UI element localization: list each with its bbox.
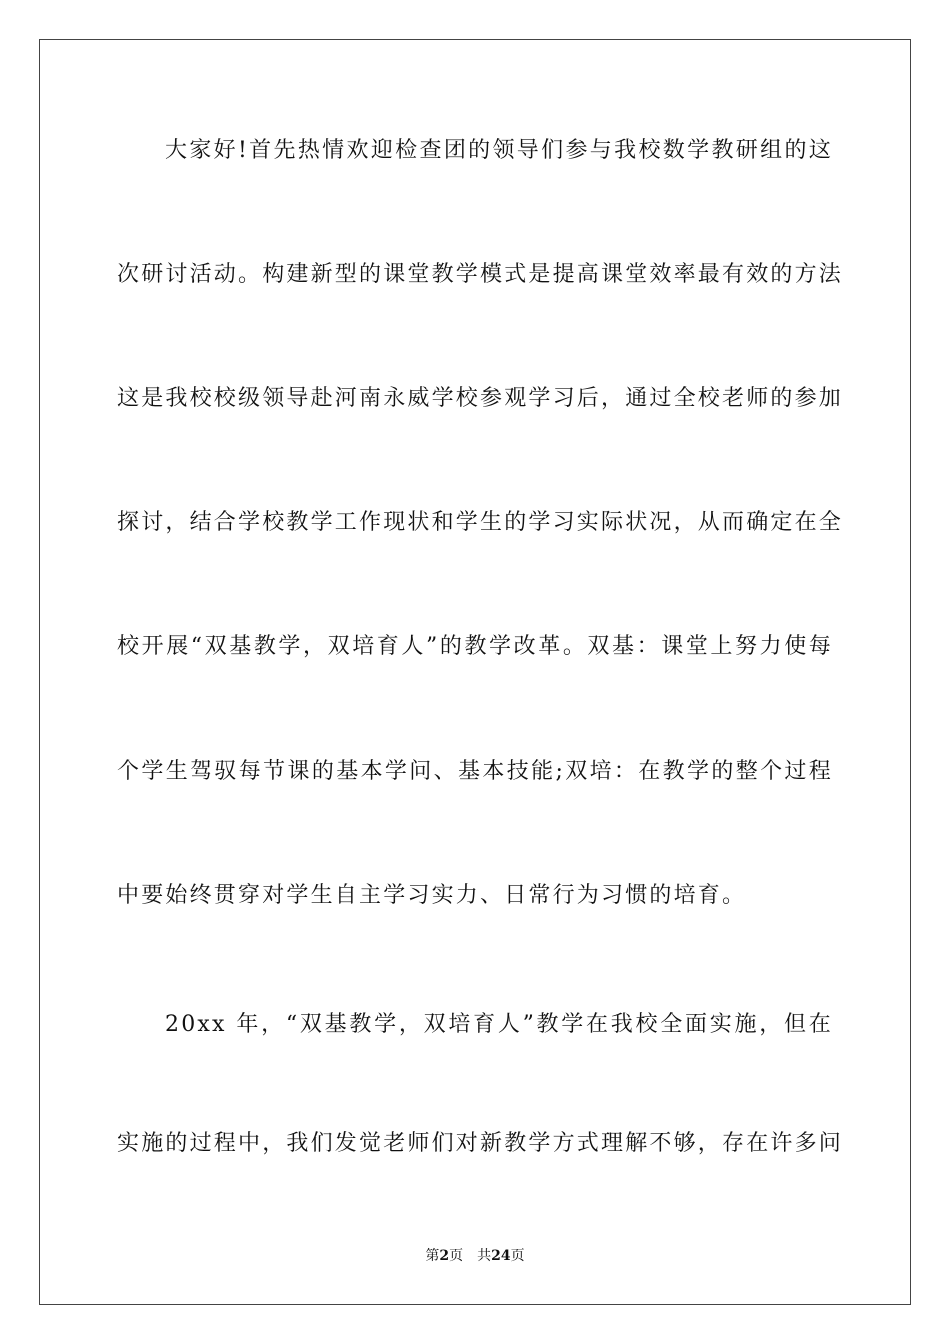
footer-total-prefix: 共 <box>477 1248 492 1264</box>
footer-page-prefix: 第 <box>425 1248 440 1264</box>
paragraph-2-line-2: 实施的过程中，我们发觉老师们对新教学方式理解不够，存在许多问 <box>117 1131 844 1156</box>
paragraph-1-line-6: 个学生驾驭每节课的基本学问、基本技能;双培：在教学的整个过程 <box>117 759 833 784</box>
footer-page-suffix: 页 <box>449 1248 464 1264</box>
footer-total-pages: 24 <box>491 1248 511 1264</box>
footer-page-number: 2 <box>439 1248 450 1264</box>
paragraph-1-line-3: 这是我校校级领导赴河南永威学校参观学习后，通过全校老师的参加 <box>117 386 844 411</box>
paragraph-2-line-1: 20xx 年，“双基教学，双培育人”教学在我校全面实施，但在 <box>165 1012 833 1037</box>
paragraph-1-line-5: 校开展“双基教学，双培育人”的教学改革。双基：课堂上努力使每 <box>117 634 833 659</box>
page-footer <box>0 1247 950 1265</box>
paragraph-1-line-4: 探讨，结合学校教学工作现状和学生的学习实际状况，从而确定在全 <box>117 510 844 535</box>
paragraph-1-line-7: 中要始终贯穿对学生自主学习实力、日常行为习惯的培育。 <box>117 883 747 908</box>
footer-total-suffix: 页 <box>510 1248 525 1264</box>
page-border <box>39 39 911 1305</box>
paragraph-1-line-2: 次研讨活动。构建新型的课堂教学模式是提高课堂效率最有效的方法 <box>117 262 844 287</box>
paragraph-1-line-1: 大家好!首先热情欢迎检查团的领导们参与我校数学教研组的这 <box>165 138 833 163</box>
